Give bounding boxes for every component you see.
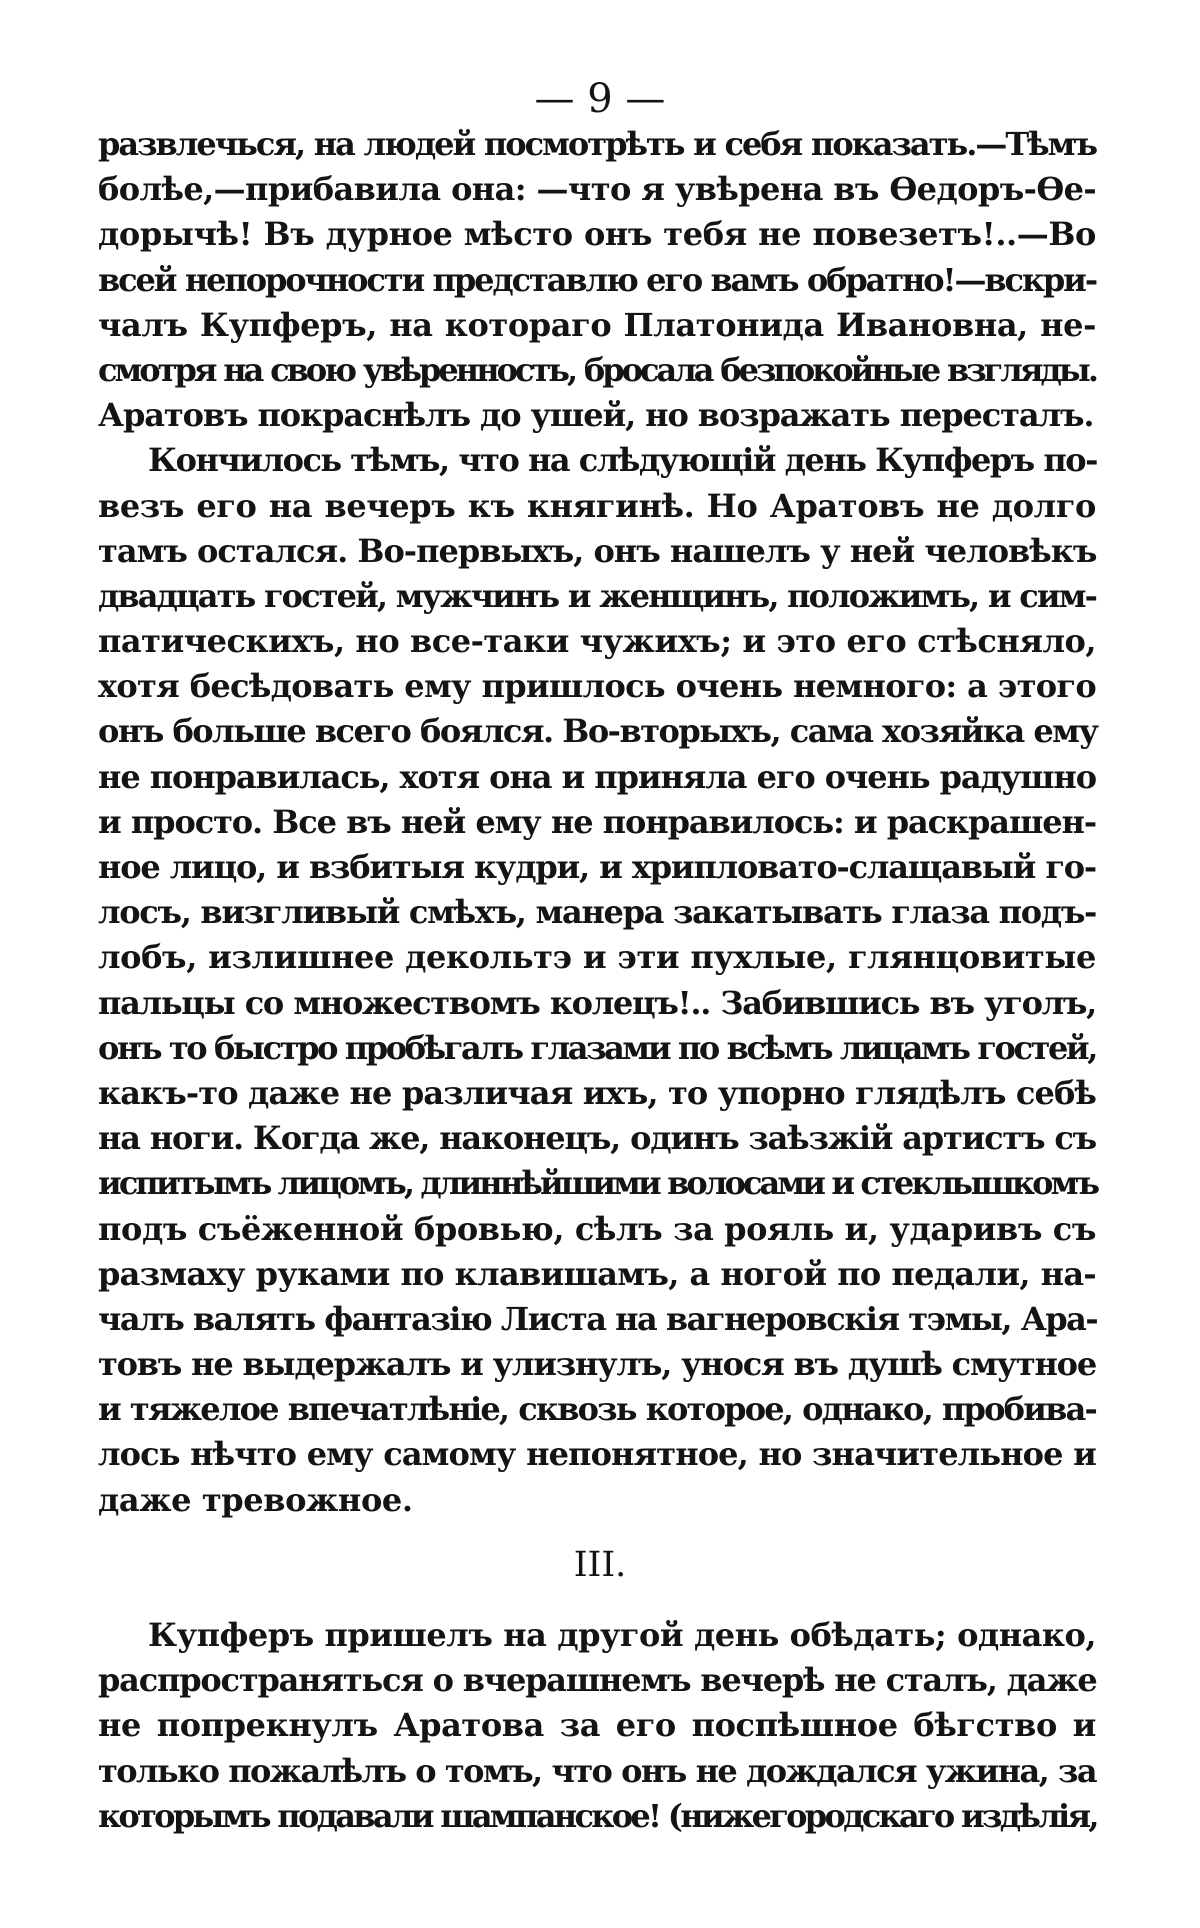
text-line: лось нѣчто ему самому непонятное, но значительное и	[98, 1435, 1096, 1474]
text-line: хотя бесѣдовать ему пришлось очень немного: а этого	[98, 667, 1096, 706]
text-line: какъ-то даже не различая ихъ, то упорно глядѣлъ себѣ	[98, 1073, 1096, 1112]
text-line: дорычѣ! Въ дурное мѣсто онъ тебя не повезетъ!..—Во	[98, 215, 1096, 254]
text-line: онъ то быстро пробѣгалъ глазами по всѣмъ лицамъ гостей,	[98, 1028, 1096, 1067]
text-line: и тяжелое впечатлѣніе, сквозь которое, однако, пробива-	[98, 1390, 1096, 1429]
text-line: и просто. Все въ ней ему не понравилось: и раскрашен-	[98, 802, 1096, 841]
text-line: смотря на свою увѣренность, бросала безпокойные взгляды.	[98, 350, 1096, 389]
page-number: — 9 —	[534, 76, 666, 122]
paragraph	[98, 438, 1096, 1523]
text-line: Купферъ пришелъ на другой день обѣдать; однако,	[148, 1616, 1096, 1654]
text-line: размаху руками по клавишамъ, а ногой по педали, на-	[98, 1254, 1096, 1293]
text-line: на ноги. Когда же, наконецъ, одинъ заѣзжій артистъ съ	[98, 1119, 1096, 1158]
text-line: ное лицо, и взбитыя кудри, и хрипловато-слащавый го-	[98, 848, 1096, 886]
text-line: испитымъ лицомъ, длиннѣйшими волосами и стеклышкомъ	[98, 1164, 1098, 1203]
text-line: всей непорочности представлю его вамъ обратно!—вскри-	[98, 260, 1096, 299]
text-line: чалъ валять фантазію Листа на вагнеровскія тэмы, Ара-	[98, 1299, 1098, 1338]
text-line: патическихъ, но все-таки чужихъ; и это его стѣсняло,	[98, 622, 1096, 661]
text-line: развлечься, на людей посмотрѣть и себя показать.—Тѣмъ	[98, 125, 1096, 163]
text-line: подъ съёженной бровью, сѣлъ за рояль и, ударивъ съ	[98, 1209, 1096, 1248]
text-line: лосъ, визгливый смѣхъ, манера закатывать глаза подъ-	[98, 893, 1097, 932]
paragraph	[98, 122, 1096, 438]
text-line: не попрекнулъ Аратова за его поспѣшное бѣгство и	[98, 1706, 1096, 1745]
text-line: болѣе,—прибавила она: —что я увѣрена въ Ѳедоръ-Ѳе-	[98, 170, 1097, 209]
text-line: которымъ подавали шампанское! (нижегородскаго издѣлія,	[98, 1796, 1097, 1835]
text-line: распространяться о вчерашнемъ вечерѣ не сталъ, даже	[98, 1661, 1097, 1700]
text-line: Кончилось тѣмъ, что на слѣдующій день Купферъ по-	[148, 441, 1097, 480]
paragraph	[98, 1613, 1096, 1839]
text-line: Аратовъ покраснѣлъ до ушей, но возражать пересталъ.	[98, 396, 1094, 435]
text-block-bottom	[98, 1613, 1096, 1839]
text-line: двадцать гостей, мужчинъ и женщинъ, положимъ, и сим-	[98, 576, 1096, 615]
text-line: онъ больше всего боялся. Во-вторыхъ, сама хозяйка ему	[98, 712, 1098, 751]
section-heading: III.	[573, 1545, 627, 1585]
text-line: чалъ Купферъ, на котораго Платонида Ивановна, не-	[98, 305, 1096, 344]
text-line: лобъ, излишнее декольтэ и эти пухлые, глянцовитые	[98, 938, 1096, 977]
text-line: не понравилась, хотя она и приняла его очень радушно	[98, 757, 1096, 796]
text-line: тамъ остался. Во-первыхъ, онъ нашелъ у ней человѣкъ	[98, 531, 1097, 570]
text-line: товъ не выдержалъ и улизнулъ, унося въ душѣ смутное	[98, 1345, 1096, 1384]
text-line: везъ его на вечеръ къ княгинѣ. Но Аратовъ не долго	[98, 486, 1096, 525]
text-line: даже тревожное.	[98, 1480, 413, 1519]
text-block-top	[98, 122, 1096, 1523]
text-line: пальцы со множествомъ колецъ!.. Забившись въ уголъ,	[98, 983, 1096, 1022]
text-line: только пожалѣлъ о томъ, что онъ не дождался ужина, за	[98, 1751, 1096, 1790]
